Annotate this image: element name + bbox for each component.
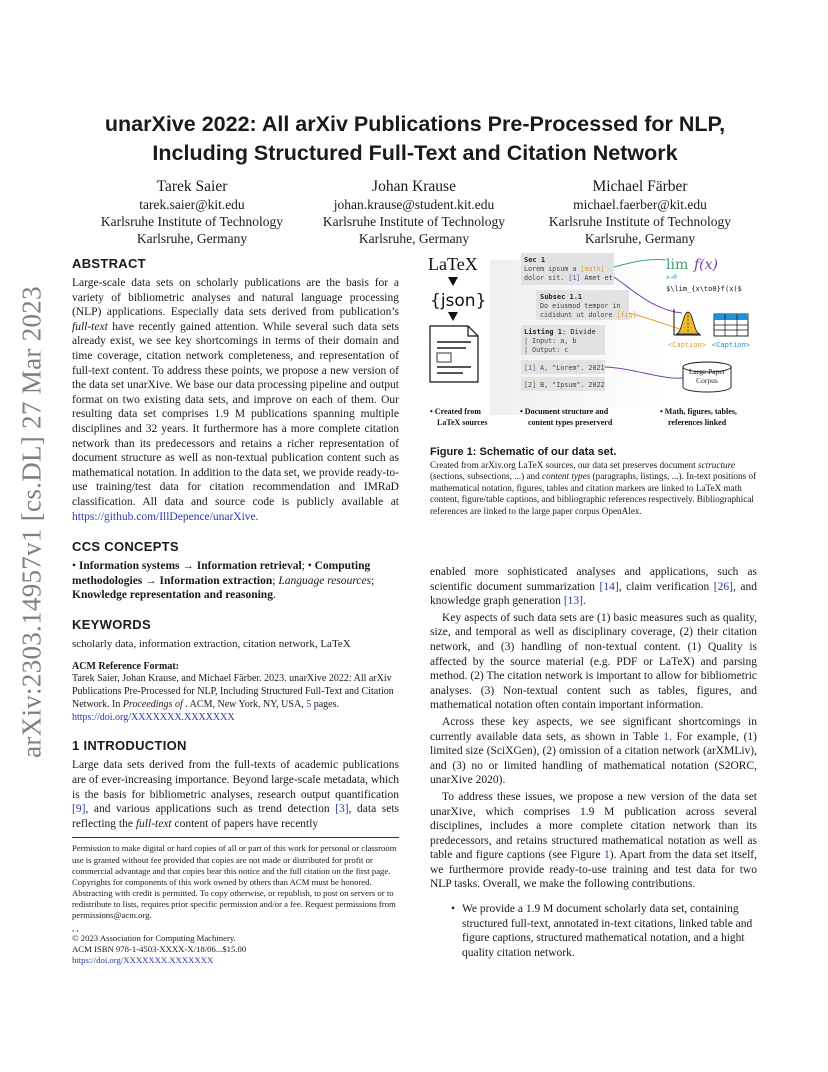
table-thumbnail-icon [714, 314, 748, 336]
latex-logo: LaTeX [428, 254, 478, 274]
abstract-emphasis: full-text [72, 320, 108, 333]
reference-line-2: [2] B, "Ipsum". 2022 [524, 381, 605, 389]
math-link-line [614, 259, 666, 267]
keywords-text: scholarly data, information extraction, citation network, LaTeX [72, 637, 351, 650]
paragraph: Key aspects of such data sets are (1) basic measures such as quality, size, and temporal as well as disciplinary coverage, (2) their citation network, and (3) handling of non-textual content. (1) Quality is affected by the source material (e.g. PDF or LaTeX) and parsing method. (2) The citation network is important to allow for bibliometric analyses. (3) Non-textual content such as tables, figures, and mathematical notation often contain important information. [430, 611, 757, 712]
left-column [72, 256, 399, 966]
author-email: tarek.saier@kit.edu [139, 197, 245, 212]
footnote-rule [72, 837, 399, 838]
section-line-1 [524, 265, 605, 273]
caption-label-table: <Caption> [712, 341, 750, 349]
right-text: . [582, 595, 586, 608]
subsection-line-2 [540, 311, 637, 319]
footnote-dots: , , [72, 923, 79, 934]
feature-label: content types preserverd [528, 418, 613, 427]
figure-schematic [428, 250, 758, 445]
figure-reference-link[interactable]: 1 [604, 849, 610, 862]
right-text: ). Apart from the data set itself, we furthermore provide ready-to-use training and test data for two NLP tasks. Overall, we make the following contributions. [430, 849, 757, 891]
listing-line-1: | Input: a, b [524, 337, 577, 345]
listing-name: : Divide [561, 328, 596, 336]
figure-caption-text [430, 460, 757, 517]
abstract-text-1: Large-scale data sets on scholarly publications are the basis for a variety of bibliometric analyses and natural language processing (NLP) applications. Especially data sets derived from publication’s [72, 277, 399, 319]
caption-emphasis: content types [542, 471, 591, 482]
author-location: Karlsruhe, Germany [584, 231, 696, 246]
title-line-1: unarXive 2022: All arXiv Publications Pre-Processed for NLP, [104, 112, 726, 136]
intro-text-1: Large data sets derived from the full-texts of academic publications are of ever-increasing importance. Beyond large-scale metadata, which is the basis for bibliometric analyses, research output quantification [72, 759, 399, 801]
figure-marker: [fig] [616, 311, 637, 319]
ccs-separator: ; • [301, 560, 315, 573]
ccs-separator: ; [371, 574, 375, 587]
feature-label: • Document structure and [520, 407, 609, 416]
acm-ref-text [72, 672, 399, 724]
contribution-bullet: • We provide a 1.9 M document scholarly data set, containing structured full-text, annotated in-text citations, linked table and figure captions, structured mathematical notation, and a hight quality citation network. [430, 902, 757, 960]
copyright-notice: © 2023 Association for Computing Machinery. [72, 933, 236, 944]
reference-number: [1] [524, 364, 537, 372]
ccs-concept: Information systems [78, 560, 180, 573]
section-text: Amet et [580, 274, 613, 282]
ccs-text: • Information systems → Information retrieval; • Computing methodologies → Information extraction; Language resources; Knowledge representation and reasoning. [72, 560, 375, 602]
author-block [77, 178, 307, 247]
arxiv-identifier-text: arXiv:2303.14957v1 [cs.DL] 27 Mar 2023 [16, 286, 47, 758]
subsection-line-1: Do eiusmod tempor in [540, 302, 621, 310]
caption-text-2: (sections, subsections, ...) and [430, 471, 543, 482]
author-name: Michael Färber [592, 178, 688, 195]
reference-text: A, "Lorem". 2021 [536, 364, 605, 372]
title-line-2: Including Structured Full-Text and Citation Network [152, 141, 678, 165]
footnote-doi-link[interactable]: https://doi.org/XXXXXXX.XXXXXXX [72, 955, 214, 966]
section-text: Lorem ipsum a [524, 265, 581, 273]
citation-link[interactable]: [3] [335, 803, 349, 816]
ccs-concept: Knowledge representation and reasoning [72, 589, 273, 602]
right-text: , and knowledge graph generation [430, 580, 758, 608]
acm-ref-text-1: Tarek Saier, Johan Krause, and Michael Färber. 2023. unarXive 2022: All arXiv Publications Pre-Processed for NLP, Including Structured Full-Text and Citation Network. In [72, 673, 394, 711]
author-email: michael.faerber@kit.edu [573, 197, 707, 212]
subsection-title: Subsec 1.1 [540, 293, 583, 301]
paper-title [72, 110, 758, 168]
reference-line-1 [524, 364, 605, 372]
right-text: Across these key aspects, we see significant shortcomings in currently available data sets, as shown in Table [430, 715, 757, 743]
github-link[interactable]: https://github.com/IllDepence/unarXive [72, 510, 256, 523]
isbn-line: ACM ISBN 978-1-4503-XXXX-X/18/06...$15.00 [72, 944, 247, 955]
ccs-separator: ; [272, 574, 279, 587]
author-affiliation: Karlsruhe Institute of Technology [100, 214, 284, 229]
acm-ref-doi-link[interactable]: https://doi.org/XXXXXXX.XXXXXXX [72, 712, 235, 724]
caption-emphasis: sctructure [698, 460, 735, 470]
acm-ref-text-2: . ACM, New York, NY, USA, [185, 699, 307, 711]
intro-emphasis: full-text [135, 817, 172, 830]
ccs-concept: Language resources [278, 574, 372, 587]
footnote-doi [72, 955, 399, 966]
acm-ref-heading: ACM Reference Format: [72, 661, 179, 673]
feature-label: • Math, figures, tables, [660, 407, 737, 416]
math-marker: [math] [580, 265, 605, 273]
listing-title [524, 328, 596, 336]
caption-text-3: (paragraphs, listings, ...). In-text positions of mathematical notation, figures, tables and citation markers are linked to LaTeX math content, figure/table captions, and bibliographic references respectively. Bibliographical references are linked to the large paper corpus OpenAlex. [430, 471, 757, 516]
section-title: Sec 1 [524, 256, 546, 264]
math-subscript: x→0 [666, 274, 677, 281]
author-location: Karlsruhe, Germany [358, 231, 470, 246]
math-latex-code: $\lim_{x\to0}f(x)$ [666, 285, 742, 293]
json-label: {json} [430, 291, 487, 311]
abstract-heading: ABSTRACT [72, 256, 146, 271]
caption-label-figure: <Caption> [668, 341, 706, 349]
citation-link[interactable]: [9] [72, 803, 86, 816]
feature-label: • Created from [430, 407, 481, 416]
intro-text-3: , data sets reflecting the [72, 803, 399, 830]
intro-text-4: content of papers have recently [171, 817, 319, 830]
citation-link[interactable]: [13] [563, 595, 583, 608]
author-affiliation: Karlsruhe Institute of Technology [548, 214, 732, 229]
math-lim: lim [666, 257, 689, 273]
introduction-text [72, 758, 399, 831]
author-email: johan.krause@student.kit.edu [333, 197, 495, 212]
listing-line-2: | Output: c [524, 346, 569, 354]
intro-text-2: , and various applications such as trend detection [85, 803, 336, 816]
abstract-end: . [255, 510, 259, 523]
permission-notice: Permission to make digital or hard copies of all or part of this work for personal or classroom use is granted without fee provided that copies are not made or distributed for profit or commercial advantage and that copies bear this notice and the full citation on the first page. Copyrights for components of this work owned by others than ACM must be honored. Abstracting with credit is permitted. To copy otherwise, or republish, to post on servers or to redistribute to lists, requires prior specific permission and/or a fee. Request permissions from permissions@acm.org. [72, 843, 397, 920]
author-name: Tarek Saier [156, 178, 228, 195]
author-name: Johan Krause [372, 178, 456, 195]
right-text: , claim verification [618, 580, 714, 593]
author-block [299, 178, 529, 247]
subsection-text: cididunt ut dolore [540, 311, 617, 319]
keywords-heading: KEYWORDS [72, 616, 151, 632]
acm-ref-proceedings: Proceedings of [122, 699, 186, 711]
author-location: Karlsruhe, Germany [136, 231, 248, 246]
document-icon [430, 326, 478, 382]
caption-text-1: Created from arXiv.org LaTeX sources, our data set preserves document [430, 460, 698, 470]
paragraph [430, 790, 757, 892]
right-text: To address these issues, we propose a new version of the data set unarXive, which comprises 1.9 M publication across several disciplines, includes a more complete citation network than its predecessors, and retains structured mathematical notation as well as table and figure captions (see Figure [430, 790, 757, 862]
ccs-arrow: → [179, 560, 197, 573]
table-reference-link[interactable]: 1 [663, 730, 669, 743]
listing-label: Listing 1 [524, 328, 562, 336]
author-block [525, 178, 755, 247]
ccs-end: . [272, 589, 276, 602]
ccs-heading: CCS CONCEPTS [72, 539, 179, 555]
feature-label: LaTeX sources [437, 418, 488, 427]
ccs-concept: Information retrieval [196, 560, 302, 573]
math-function: f(x) [694, 257, 719, 273]
paragraph [430, 565, 757, 609]
figure-caption [430, 446, 757, 517]
acm-ref-pages: 5 [306, 699, 312, 711]
ccs-arrow: → [142, 574, 160, 587]
author-affiliation: Karlsruhe Institute of Technology [322, 214, 506, 229]
corpus-label: Large Paper Corpus [688, 368, 726, 385]
paragraph [430, 715, 757, 788]
citation-link[interactable]: [14] [599, 580, 619, 593]
arrow-down-icon [448, 277, 458, 286]
abstract-text-2: have recently gained attention. While several such data sets already exist, we see key shortcomings in terms of their domain and time coverage, citation network completeness, and representation of full-text content. To address these points, we propose a new version of the data set unarXive. We base our data processing pipeline and output format on two existing data sets, and improve on each of them. Our resulting data set comprises 1.9 M publications spanning multiple disciplines and 32 years. It furthermore has a more complete citation network than its predecessors and retains a richer representation of document structure as well as non-textual publication content such as mathematical notation. In addition to the data set, we provide ready-to-use training/test data for citation recommendation and IMRaD classification. All data and source code is publicly available at [72, 320, 400, 508]
citation-marker: [1] [568, 274, 581, 282]
abstract-text [72, 276, 399, 524]
section-line-2 [524, 274, 613, 282]
acm-ref-text-3: pages. [311, 699, 339, 711]
right-text: . For example, (1) limited size (SciXGen), (2) omission of a citation network (arXMLiv), and (3) no or limited handling of mathematical notation (S2ORC, unarXive 2020). [430, 730, 758, 787]
section-text: dolor sit. [524, 274, 569, 282]
right-text: enabled more sophisticated analyses and applications, such as scientific document summarization [430, 566, 757, 593]
arxiv-identifier [2, 282, 62, 762]
figure-caption-title: Figure 1: Schematic of our data set. [430, 446, 617, 458]
right-column [430, 565, 757, 960]
citation-link[interactable]: [26] [713, 580, 733, 593]
introduction-heading: 1 INTRODUCTION [72, 738, 187, 754]
ccs-concept: Information extraction [159, 574, 273, 587]
arrow-down-icon [448, 312, 458, 321]
ccs-concept: Computing methodologies [72, 560, 371, 587]
feature-label: references linked [668, 418, 727, 427]
corpus-label-wrap [683, 368, 731, 390]
